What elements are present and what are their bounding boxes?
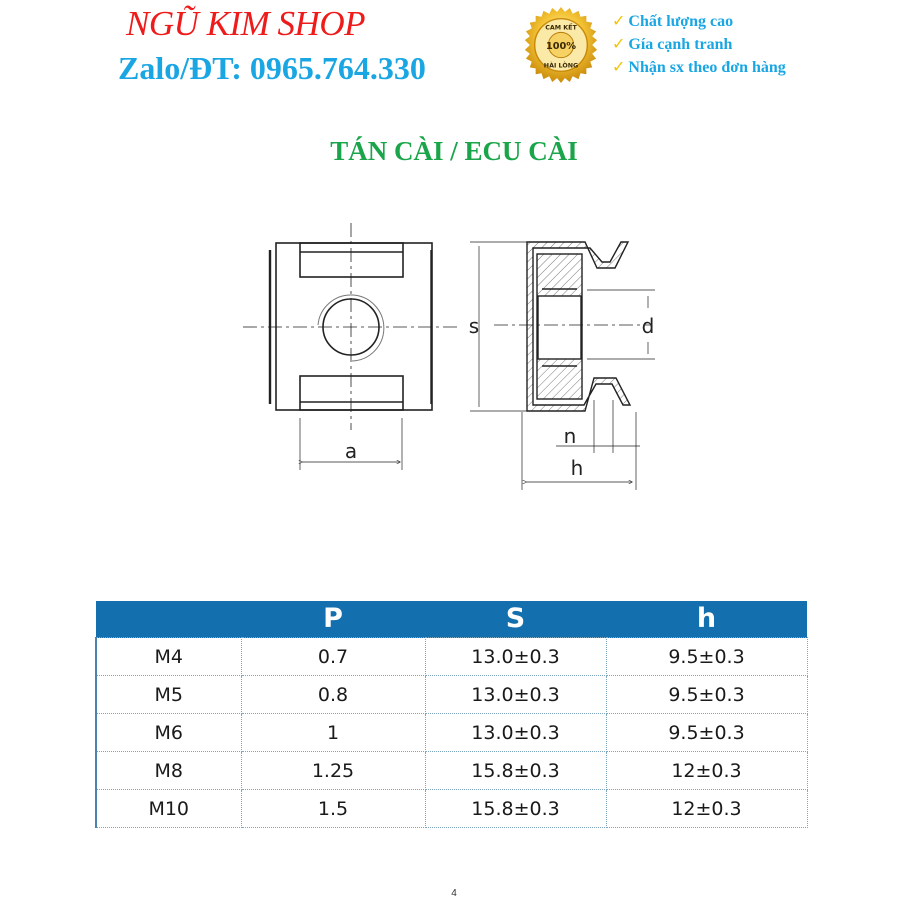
column-header-h: h bbox=[606, 601, 807, 638]
page-number: 4 bbox=[451, 888, 457, 899]
cell-h: 9.5±0.3 bbox=[606, 638, 807, 676]
cell-s: 13.0±0.3 bbox=[425, 638, 606, 676]
satisfaction-badge-icon bbox=[522, 6, 600, 84]
front-view bbox=[243, 223, 460, 470]
cell-p: 0.7 bbox=[241, 638, 425, 676]
feature-label: Nhận sx theo đơn hàng bbox=[628, 59, 786, 76]
table-row bbox=[96, 790, 807, 828]
feature-item bbox=[612, 10, 786, 33]
cell-size: M6 bbox=[96, 714, 241, 752]
cell-p: 1.25 bbox=[241, 752, 425, 790]
cell-p: 1.5 bbox=[241, 790, 425, 828]
contact-phone: Zalo/ĐT: 0965.764.330 bbox=[118, 50, 426, 86]
cell-s: 15.8±0.3 bbox=[425, 752, 606, 790]
check-icon: ✓ bbox=[612, 13, 626, 30]
cell-size: M4 bbox=[96, 638, 241, 676]
side-view bbox=[470, 242, 655, 490]
cell-h: 12±0.3 bbox=[606, 752, 807, 790]
cell-h: 9.5±0.3 bbox=[606, 676, 807, 714]
shop-name: NGŨ KIM SHOP bbox=[126, 4, 365, 43]
cell-size: M10 bbox=[96, 790, 241, 828]
dimension-label-d: d bbox=[641, 314, 655, 338]
dimension-label-h: h bbox=[570, 456, 584, 480]
column-header-size bbox=[96, 601, 241, 638]
cell-s: 13.0±0.3 bbox=[425, 714, 606, 752]
column-header-p: P bbox=[241, 601, 425, 638]
cell-h: 12±0.3 bbox=[606, 790, 807, 828]
cell-h: 9.5±0.3 bbox=[606, 714, 807, 752]
table-row bbox=[96, 638, 807, 676]
feature-item bbox=[612, 33, 786, 56]
features-list bbox=[612, 10, 786, 79]
dimension-label-a: a bbox=[344, 439, 358, 463]
badge-center-text: 100% bbox=[545, 40, 577, 52]
cell-s: 13.0±0.3 bbox=[425, 676, 606, 714]
feature-item bbox=[612, 56, 786, 79]
cell-size: M5 bbox=[96, 676, 241, 714]
cell-s: 15.8±0.3 bbox=[425, 790, 606, 828]
table-row bbox=[96, 714, 807, 752]
feature-label: Chất lượng cao bbox=[628, 13, 734, 30]
badge-bottom-text: HÀI LÒNG bbox=[543, 62, 579, 70]
spec-table bbox=[95, 601, 808, 828]
page-title: TÁN CÀI / ECU CÀI bbox=[330, 136, 578, 166]
column-header-s: S bbox=[425, 601, 606, 638]
dimension-label-n: n bbox=[563, 424, 577, 448]
dimension-label-s: s bbox=[468, 314, 480, 338]
badge-top-text: CAM KẾT bbox=[545, 24, 577, 32]
check-icon: ✓ bbox=[612, 36, 626, 53]
table-header-row bbox=[96, 601, 807, 638]
table-row bbox=[96, 752, 807, 790]
technical-drawing bbox=[230, 222, 680, 497]
cell-p: 1 bbox=[241, 714, 425, 752]
cell-size: M8 bbox=[96, 752, 241, 790]
check-icon: ✓ bbox=[612, 59, 626, 76]
cell-p: 0.8 bbox=[241, 676, 425, 714]
table-row bbox=[96, 676, 807, 714]
feature-label: Gía cạnh tranh bbox=[628, 36, 733, 53]
